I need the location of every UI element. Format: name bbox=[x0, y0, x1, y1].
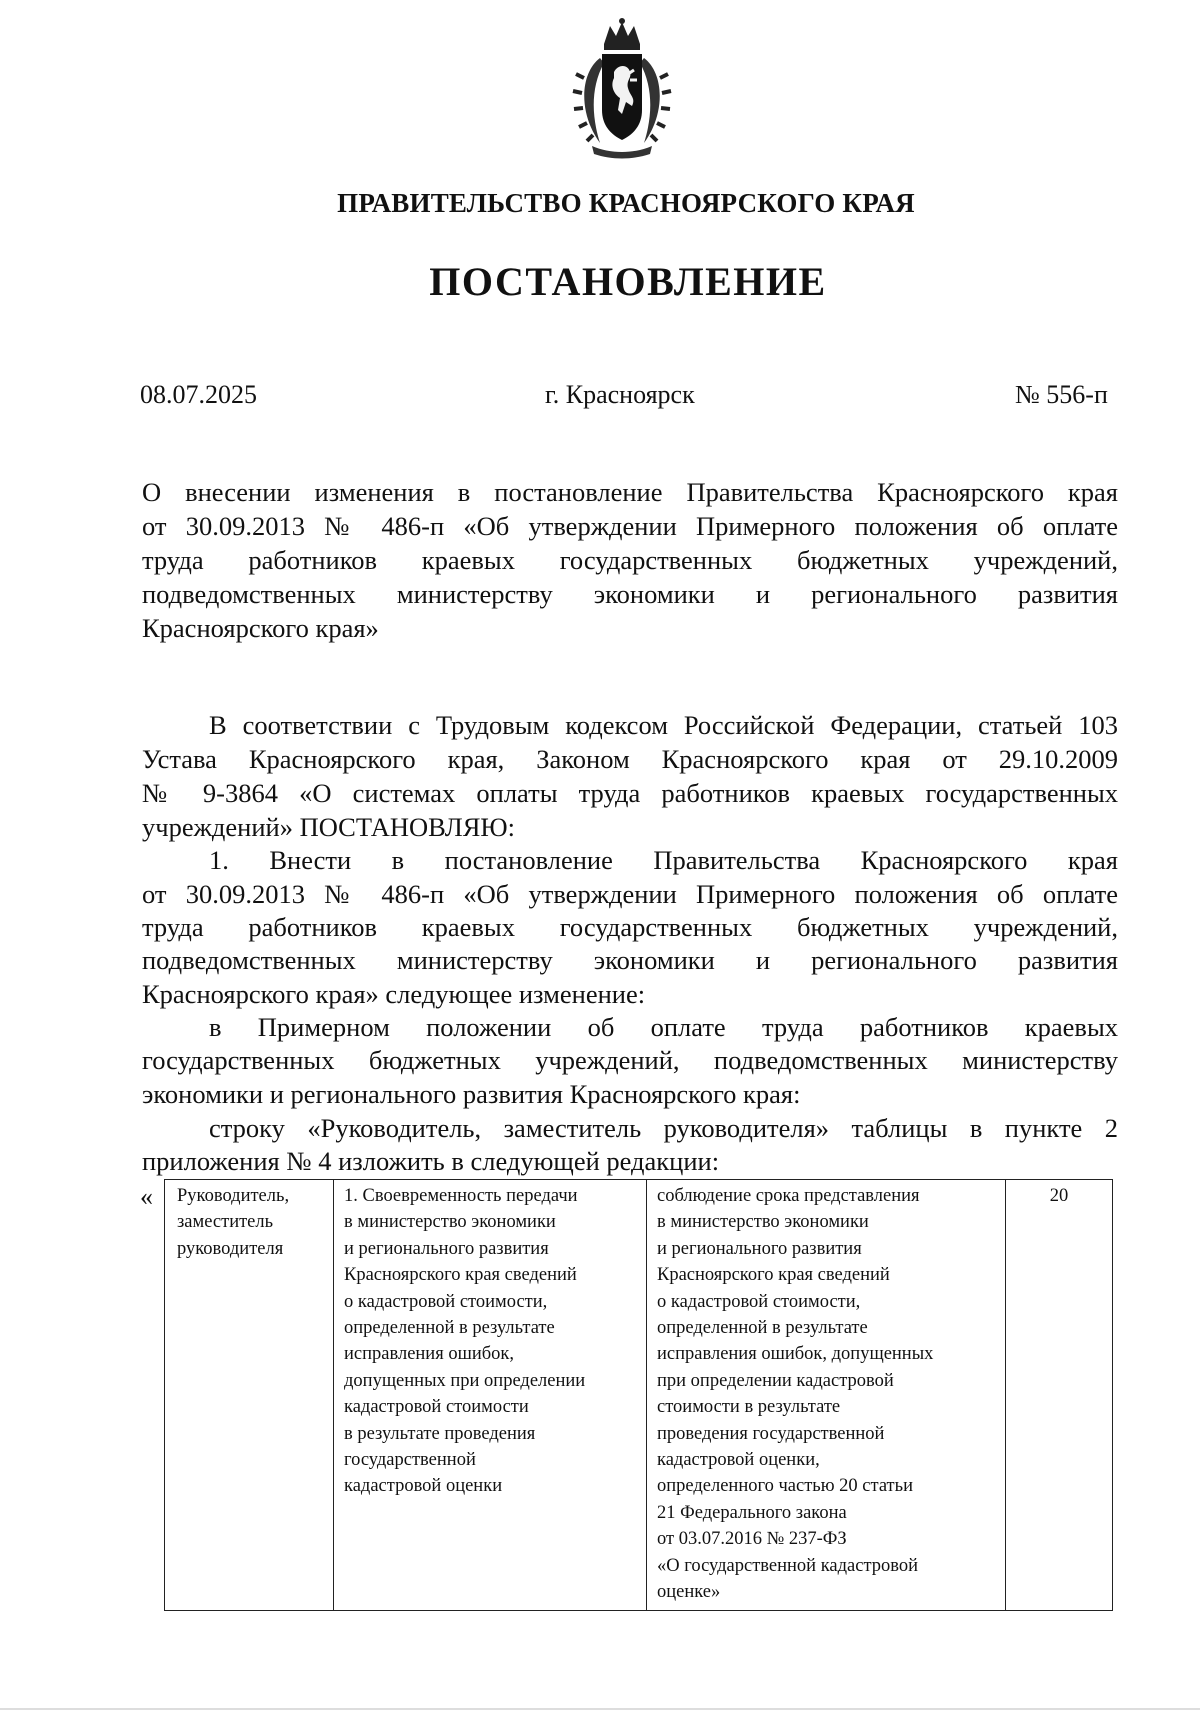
cell-line: Красноярского края сведений bbox=[657, 1265, 890, 1286]
cell-line: заместитель bbox=[177, 1212, 274, 1233]
cell-line: проведения государственной bbox=[657, 1423, 885, 1444]
body-line: учреждений» ПОСТАНОВЛЯЮ: bbox=[142, 812, 516, 842]
body-line: строку «Руководитель, заместитель руководителя» таблицы в пункте 2 bbox=[209, 1113, 1118, 1143]
body-line: 1. Внести в постановление Правительства Красноярского края bbox=[209, 845, 1118, 875]
cell-line: 1. Своевременность передачи bbox=[344, 1186, 578, 1206]
table-row bbox=[165, 1180, 1113, 1611]
document-number: № 556-п bbox=[1015, 380, 1108, 409]
table-cell-criterion bbox=[334, 1180, 647, 1611]
cell-line: руководителя bbox=[177, 1238, 284, 1259]
body-line: № 9-3864 «О системах оплаты труда работников краевых государственных bbox=[142, 778, 1118, 808]
cell-line: «О государственной кадастровой bbox=[657, 1555, 919, 1576]
cell-line: Красноярского края сведений bbox=[344, 1265, 577, 1286]
cell-line: определенной в результате bbox=[344, 1318, 555, 1339]
body-line: государственных бюджетных учреждений, подведомственных министерству bbox=[142, 1045, 1118, 1075]
cell-line: при определении кадастровой bbox=[657, 1370, 894, 1391]
body-line: от 30.09.2013 № 486-п «Об утверждении Примерного положения об оплате bbox=[142, 879, 1118, 909]
title-line: О внесении изменения в постановление Правительства Красноярского края bbox=[142, 477, 1118, 507]
body-line: В соответствии с Трудовым кодексом Российской Федерации, статьей 103 bbox=[209, 710, 1118, 740]
cell-line: определенного частью 20 статьи bbox=[657, 1476, 913, 1497]
amendment-table bbox=[164, 1179, 1113, 1611]
page-edge-divider bbox=[0, 1708, 1200, 1710]
cell-line: в министерство экономики bbox=[657, 1212, 869, 1233]
cell-line: в министерство экономики bbox=[344, 1212, 556, 1233]
cell-line: исправления ошибок, допущенных bbox=[657, 1344, 934, 1365]
cell-line: стоимости в результате bbox=[657, 1397, 841, 1418]
table-cell-points: 20 bbox=[1006, 1180, 1113, 1611]
body-line: Устава Красноярского края, Законом Красноярского края от 29.10.2009 bbox=[142, 744, 1118, 774]
document-city: г. Красноярск bbox=[545, 380, 695, 409]
table-cell-condition bbox=[647, 1180, 1006, 1611]
cell-line: определенной в результате bbox=[657, 1318, 868, 1339]
cell-line: Руководитель, bbox=[177, 1186, 290, 1206]
cell-line: и регионального развития bbox=[657, 1238, 862, 1259]
body-line: в Примерном положении об оплате труда работников краевых bbox=[209, 1012, 1118, 1042]
cell-line: в результате проведения bbox=[344, 1423, 536, 1444]
cell-line: допущенных при определении bbox=[344, 1370, 586, 1391]
cell-line: кадастровой стоимости bbox=[344, 1397, 529, 1418]
organization-name: ПРАВИТЕЛЬСТВО КРАСНОЯРСКОГО КРАЯ bbox=[337, 188, 915, 218]
body-line: труда работников краевых государственных бюджетных учреждений, bbox=[142, 912, 1118, 942]
title-line: подведомственных министерству экономики и регионального развития bbox=[142, 579, 1118, 609]
cell-line: кадастровой оценки, bbox=[657, 1450, 820, 1471]
cell-line: о кадастровой стоимости, bbox=[657, 1291, 861, 1312]
table-open-quote: « bbox=[140, 1182, 153, 1211]
coat-of-arms-emblem bbox=[570, 18, 674, 160]
document-type: ПОСТАНОВЛЕНИЕ bbox=[429, 259, 827, 304]
cell-line: исправления ошибок, bbox=[344, 1344, 515, 1365]
title-line: Красноярского края» bbox=[142, 613, 379, 643]
body-line: экономики и регионального развития Красноярского края: bbox=[142, 1079, 801, 1109]
cell-line: 21 Федерального закона bbox=[657, 1502, 847, 1523]
cell-line: государственной bbox=[344, 1450, 476, 1471]
title-line: труда работников краевых государственных бюджетных учреждений, bbox=[142, 545, 1118, 575]
cell-line: и регионального развития bbox=[344, 1238, 549, 1259]
cell-line: оценке» bbox=[657, 1582, 721, 1603]
body-line: Красноярского края» следующее изменение: bbox=[142, 979, 646, 1009]
title-line: от 30.09.2013 № 486-п «Об утверждении Примерного положения об оплате bbox=[142, 511, 1118, 541]
document-date: 08.07.2025 bbox=[140, 380, 257, 409]
cell-line: о кадастровой стоимости, bbox=[344, 1291, 548, 1312]
cell-line: соблюдение срока представления bbox=[657, 1186, 920, 1206]
table-cell-position bbox=[165, 1180, 334, 1611]
body-line: подведомственных министерству экономики и регионального развития bbox=[142, 945, 1118, 975]
body-line: приложения № 4 изложить в следующей редакции: bbox=[142, 1146, 720, 1176]
cell-line: от 03.07.2016 № 237-ФЗ bbox=[657, 1529, 847, 1550]
cell-line: кадастровой оценки bbox=[344, 1476, 503, 1497]
